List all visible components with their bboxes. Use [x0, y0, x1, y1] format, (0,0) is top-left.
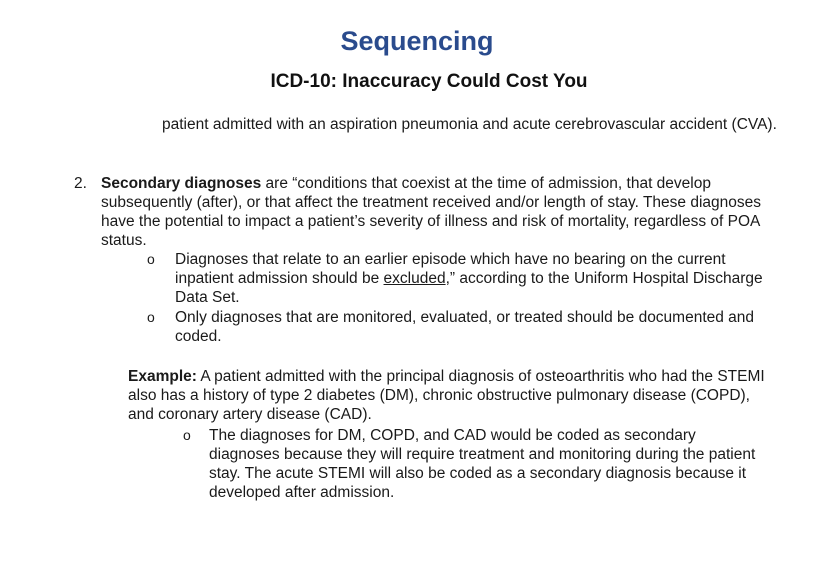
- example-label: Example:: [128, 368, 197, 385]
- bullet-text: ,” according to the Uniform Hospital Discharge Data Set.: [175, 270, 763, 306]
- secondary-diagnoses-text: are “conditions that coexist at the time of admission, that develop subsequently (after), or that affect the treatment received and/or length of stay. These diagnoses have the potential to impact a patient’s severity of illness and risk of mortality, regardless of POA status.: [101, 175, 761, 249]
- list-item-monitored-diagnoses: Only diagnoses that are monitored, evaluated, or treated should be documented and coded.: [175, 309, 755, 345]
- bullet-marker: o: [183, 427, 191, 443]
- list-item-excluded-diagnoses: [175, 250, 785, 307]
- bullet-marker: o: [147, 251, 155, 267]
- continuation-paragraph: patient admitted with an aspiration pneumonia and acute cerebrovascular accident (CVA).: [162, 116, 777, 133]
- bullet-marker: o: [147, 309, 155, 325]
- example-paragraph: [128, 367, 778, 424]
- underlined-word: excluded: [383, 270, 446, 287]
- list-item-example-coding: The diagnoses for DM, COPD, and CAD would be coded as secondary diagnoses because they will require treatment and monitoring during the patient stay. The acute STEMI will also be coded as a secondary diagnosis because it developed after admission.: [209, 427, 756, 501]
- list-number: 2.: [74, 175, 87, 192]
- page-title: Sequencing: [340, 26, 494, 56]
- example-text: A patient admitted with the principal diagnosis of osteoarthritis who had the STEMI also has a history of type 2 diabetes (DM), chronic obstructive pulmonary disease (COPD), and coronary artery disease (CAD).: [128, 368, 765, 423]
- bullet-text: Diagnoses that relate to an earlier episode which have no bearing on the current inpatient admission should be: [175, 251, 726, 287]
- secondary-diagnoses-paragraph: [101, 174, 781, 250]
- secondary-diagnoses-term: Secondary diagnoses: [101, 175, 262, 192]
- page-subtitle: ICD-10: Inaccuracy Could Cost You: [270, 71, 588, 92]
